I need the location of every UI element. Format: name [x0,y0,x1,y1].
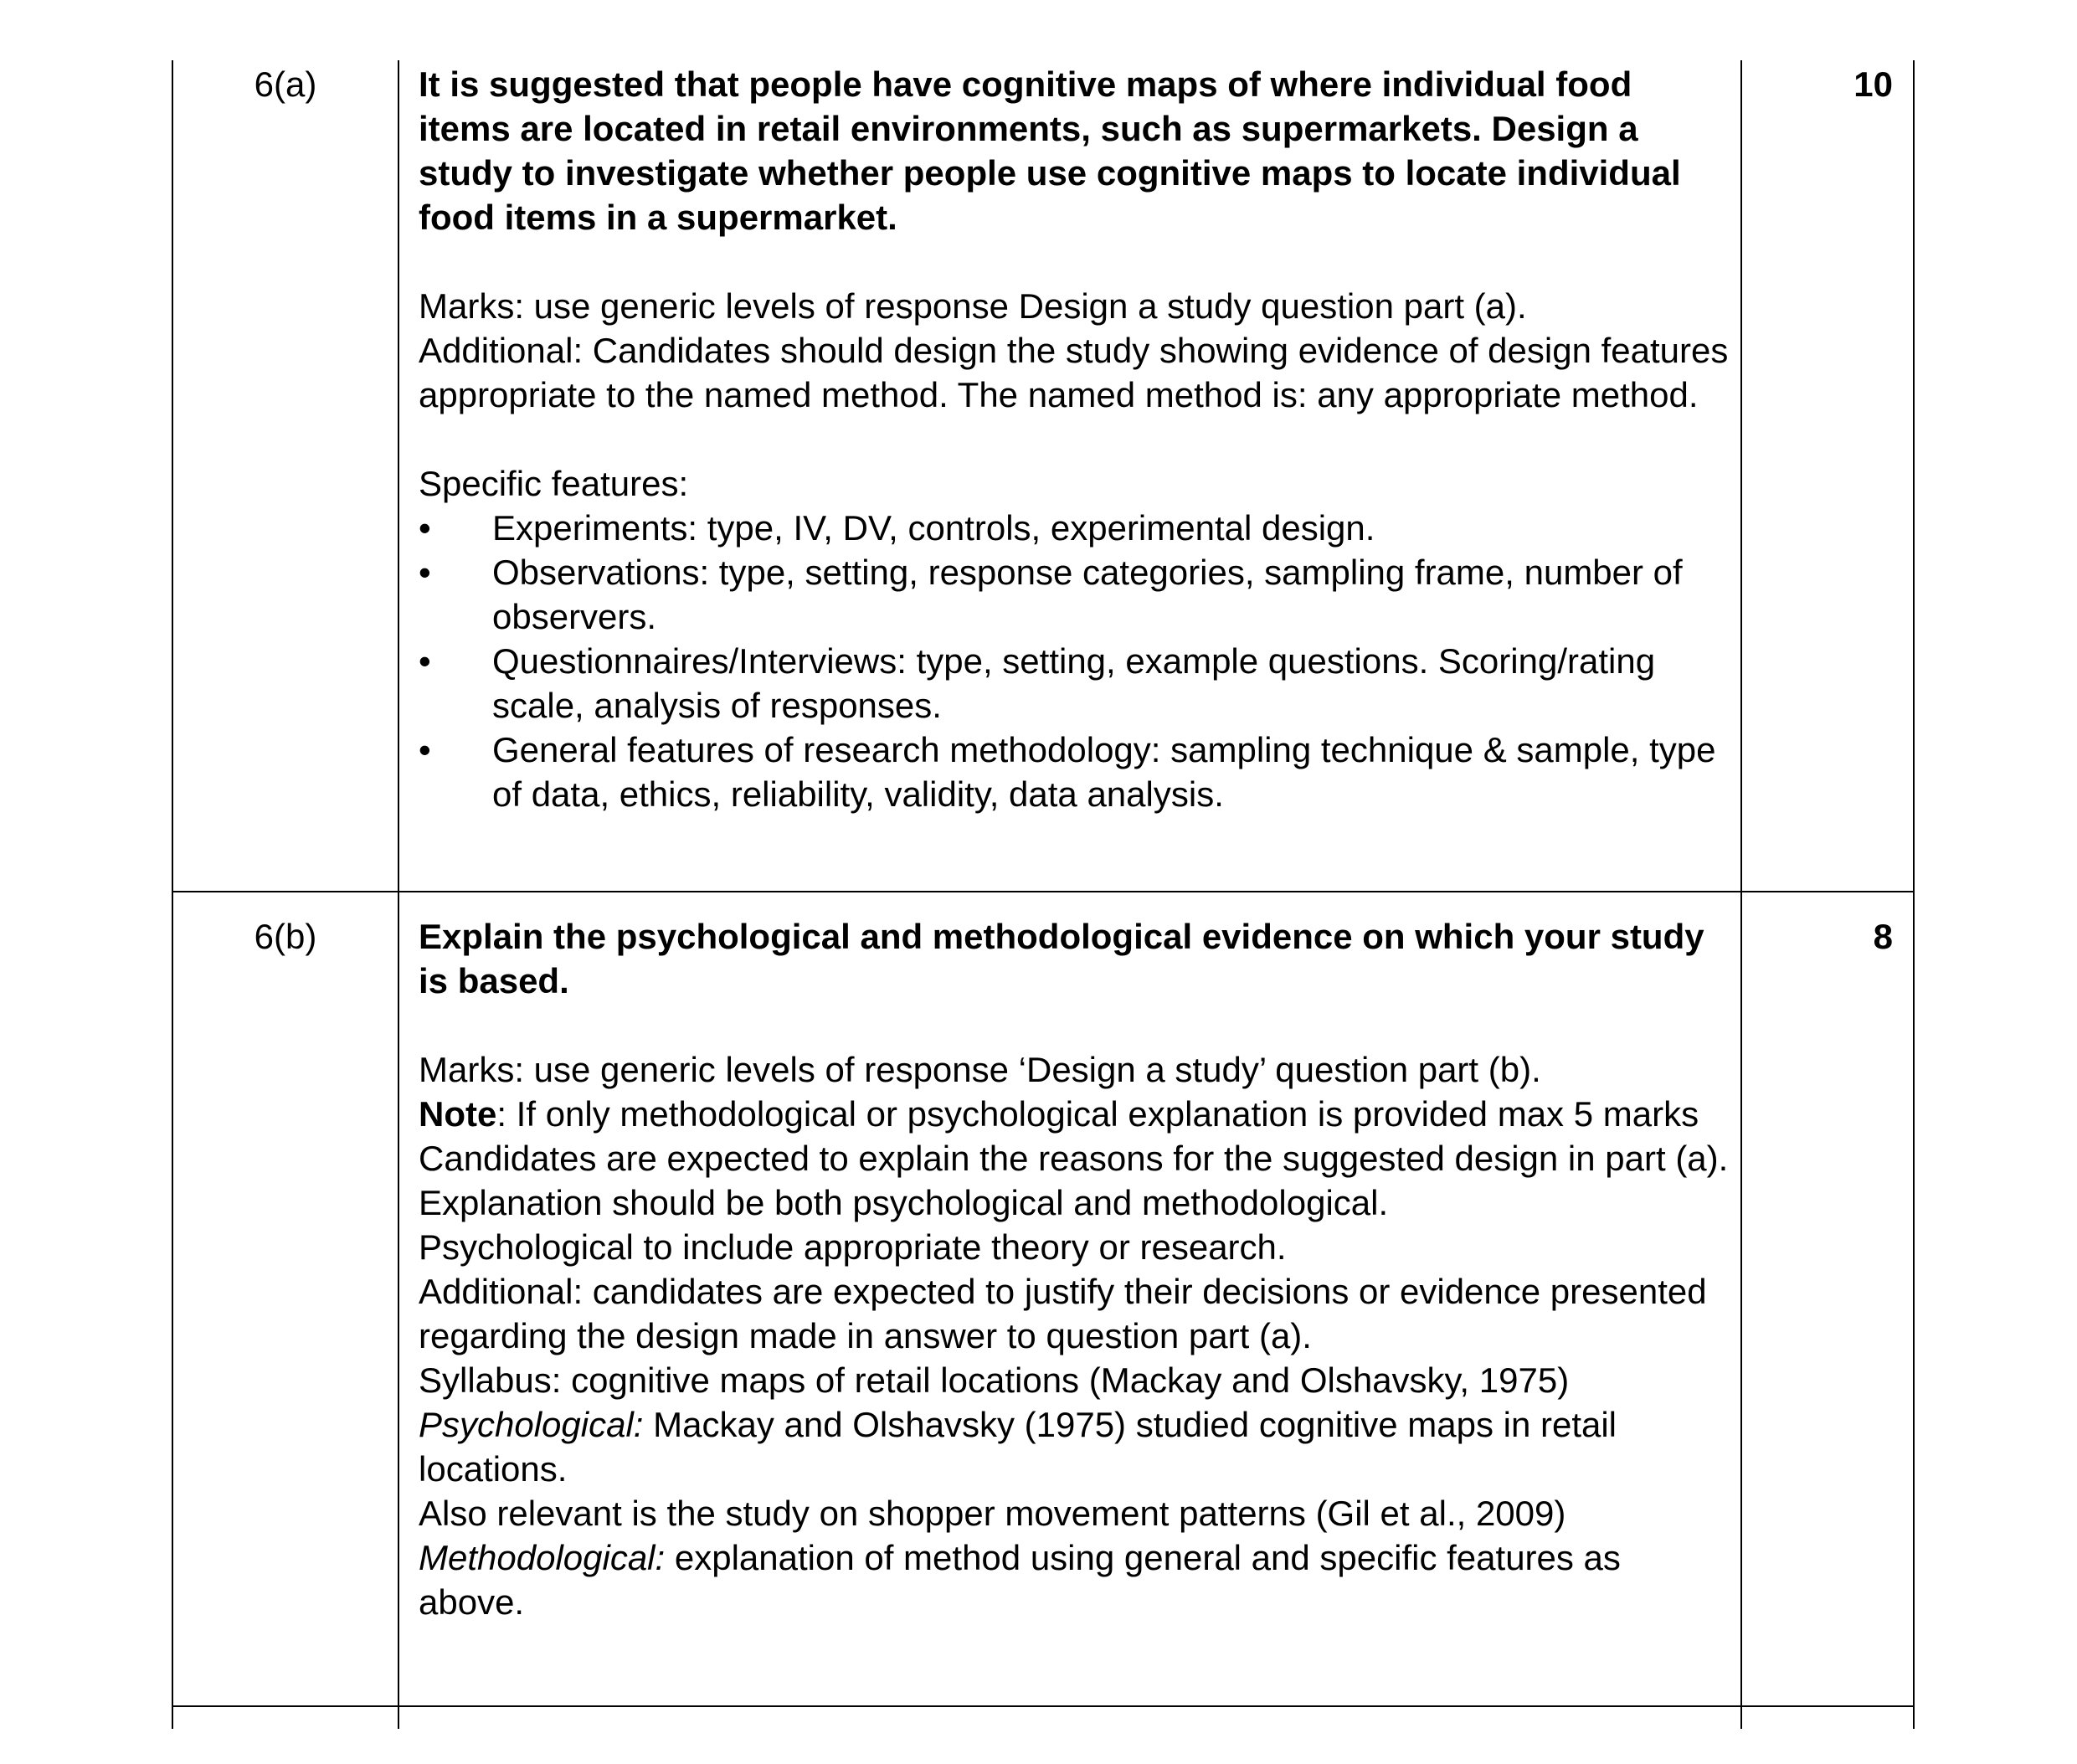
guidance-marks-6a: Marks: use generic levels of response Design a study question part (a). [419,286,1527,326]
question-number-6b: 6(b) [254,917,317,956]
question-content-6a [419,62,1733,816]
question-text-6a: It is suggested that people have cognitive maps of where individual food items are located in retail environments, such as supermarkets. Design a study to investigate whether people use cognitive maps to locate individual food items in a supermarket. [419,64,1681,237]
bullet-icon: • [419,730,431,769]
also-relevant-line: Also relevant is the study on shopper movement patterns (Gil et al., 2009) [419,1494,1566,1533]
guidance-marks-6b: Marks: use generic levels of response ‘Design a study’ question part (b). [419,1050,1541,1089]
guidance-line: Syllabus: cognitive maps of retail locations (Mackay and Olshavsky, 1975) [419,1360,1570,1400]
bullet-icon: • [419,508,431,548]
marks-6b: 8 [1873,917,1893,956]
column-divider-number [398,60,399,1729]
list-item [419,550,1733,639]
methodological-text: explanation of method using general and specific features as above. [419,1538,1621,1622]
list-item [419,728,1733,816]
column-divider-marks [1740,60,1742,1729]
psychological-paragraph [419,1402,1733,1491]
guidance-line: Psychological to include appropriate theory or research. [419,1227,1287,1267]
specific-features-heading: Specific features: [419,464,689,503]
guidance-additional-6a: Additional: Candidates should design the study showing evidence of design features appropriate to the named method. The named method is: any appropriate method. [419,331,1729,414]
note-paragraph [419,1092,1733,1136]
specific-features-list [419,506,1733,816]
list-item [419,639,1733,728]
marks-6a: 10 [1853,64,1893,104]
bullet-icon: • [419,553,431,592]
methodological-label: Methodological: [419,1538,666,1577]
list-item-text: General features of research methodology: sampling technique & sample, type of data, ethics, reliability, validity, data analysis. [492,730,1716,814]
question-number-6a: 6(a) [254,64,317,104]
question-text-6b: Explain the psychological and methodological evidence on which your study is based. [419,917,1704,1000]
bullet-icon: • [419,641,431,681]
list-item [419,506,1733,550]
list-item-text: Questionnaires/Interviews: type, setting, example questions. Scoring/rating scale, analysis of responses. [492,641,1656,725]
note-label: Note [419,1094,497,1134]
list-item-text: Experiments: type, IV, DV, controls, experimental design. [492,508,1375,548]
table-left-border [172,60,173,1729]
table-right-border [1913,60,1915,1729]
psychological-text: Mackay and Olshavsky (1975) studied cognitive maps in retail locations. [419,1405,1617,1489]
question-content-6b [419,914,1733,1624]
guidance-line: Candidates are expected to explain the reasons for the suggested design in part (a). Explanation should be both psychological and methodological. [419,1139,1729,1222]
row-divider [172,891,1915,892]
list-item-text: Observations: type, setting, response categories, sampling frame, number of observers. [492,553,1683,636]
guidance-line: Additional: candidates are expected to justify their decisions or evidence presented regarding the design made in answer to question part (a). [419,1272,1707,1355]
note-text: : If only methodological or psychological explanation is provided max 5 marks [496,1094,1699,1134]
row-divider-bottom [172,1705,1915,1707]
psychological-label: Psychological: [419,1405,644,1444]
methodological-paragraph [419,1535,1733,1624]
